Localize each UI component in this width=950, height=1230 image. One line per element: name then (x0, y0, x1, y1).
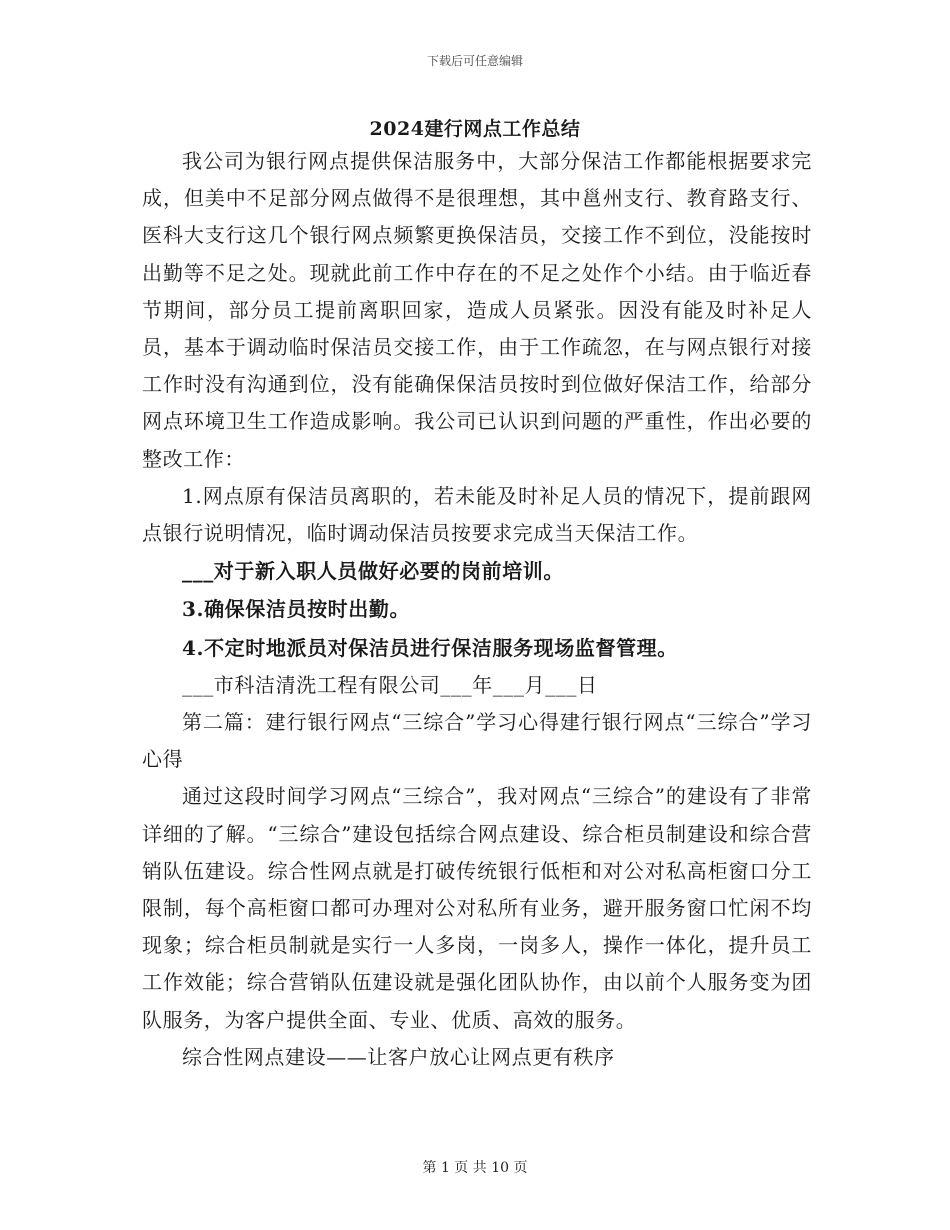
paragraph-item-3: 3.确保保洁员按时出勤。 (182, 597, 411, 622)
paragraph-subheading: 综合性网点建设——让客户放心让网点更有秩序 (182, 1044, 615, 1069)
document-title: 2024建行网点工作总结 (369, 118, 581, 140)
paragraph-item-2: ___对于新入职人员做好必要的岗前培训。 (182, 559, 564, 584)
paragraph-item-4: 4.不定时地派员对保洁员进行保洁服务现场监督管理。 (182, 635, 678, 660)
paragraph-intro: 我公司为银行网点提供保洁服务中，大部分保洁工作都能根据要求完成，但美中不足部分网点做得不是很理想，其中邕州支行、教育路支行、医科大支行这几个银行网点频繁更换保洁员，交接工作不到位，没能按时出勤等不足之处。现就此前工作中存在的不足之处作个小结。由于临近春节期间，部分员工提前离职回家，造成人员紧张。因没有能及时补足人员，基本于调动临时保洁员交接工作，由于工作疏忽，在与网点银行对接工作时没有沟通到位，没有能确保保洁员按时到位做好保洁工作，给部分网点环境卫生工作造成影响。我公司已认识到问题的严重性，作出必要的整改工作： (142, 149, 812, 471)
document-body (142, 143, 812, 1076)
paragraph-section-two-heading: 第二篇：建行银行网点“三综合”学习心得建行银行网点“三综合”学习心得 (142, 710, 812, 772)
page-header-note: 下载后可任意编辑 (426, 54, 523, 68)
paragraph-item-1: 1.网点原有保洁员离职的，若未能及时补足人员的情况下，提前跟网点银行说明情况，临时调动保洁员按要求完成当天保洁工作。 (142, 483, 812, 546)
paragraph-signature: ___市科洁清洗工程有限公司___年___月___日 (182, 672, 598, 697)
page-footer-number: 第 1 页 共 10 页 (422, 1160, 528, 1176)
paragraph-section-two-body: 通过这段时间学习网点“三综合”，我对网点“三综合”的建设有了非常详细的了解。“三综合”建设包括综合网点建设、综合柜员制建设和综合营销队伍建设。综合性网点就是打破传统银行低柜和对公对私高柜窗口分工限制，每个高柜窗口都可办理对公对私所有业务，避开服务窗口忙闲不均现象；综合柜员制就是实行一人多岗，一岗多人，操作一体化，提升员工工作效能；综合营销队伍建设就是强化团队协作，由以前个人服务变为团队服务，为客户提供全面、专业、优质、高效的服务。 (142, 784, 812, 1032)
